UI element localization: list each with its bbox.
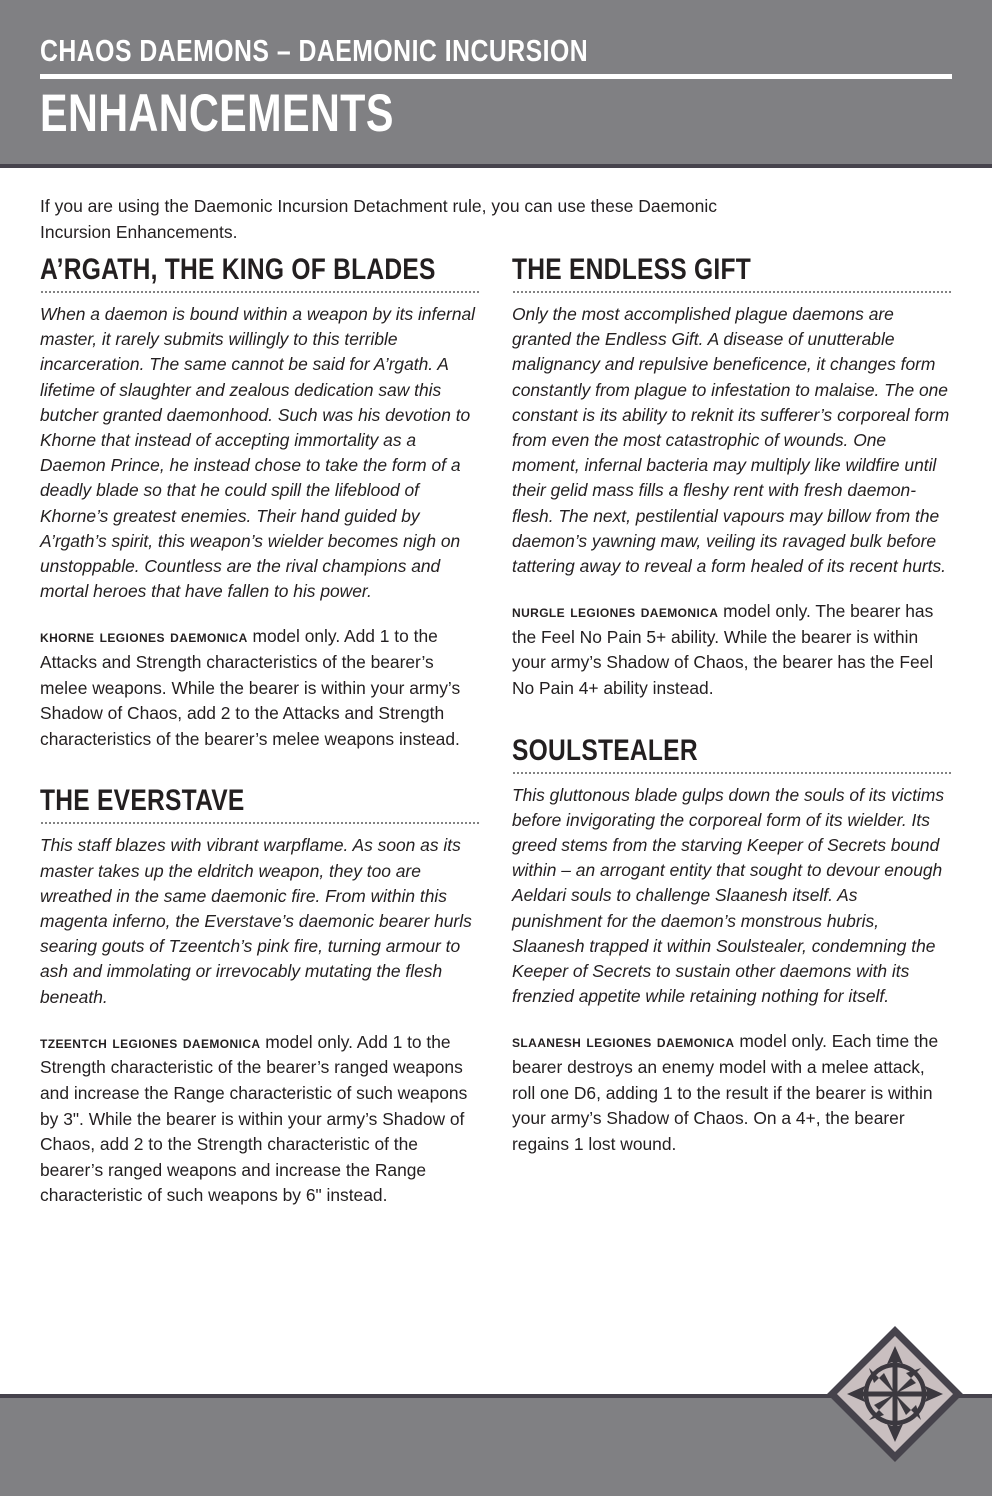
section-gap — [40, 774, 480, 784]
heading-dotted-rule — [512, 772, 952, 774]
page-title: ENHANCEMENTS — [40, 84, 394, 143]
rules-text: model only. Each time the bearer destroys an enemy model with a melee attack, roll one D6, adding 1 to the result if the bearer is within your army’s Shadow of Chaos. On a 4+, the bearer regains 1 lost wound. — [512, 1031, 939, 1154]
intro-paragraph: If you are using the Daemonic Incursion Detachment rule, you can use these Daemonic Incursion Enhancements. — [40, 196, 718, 242]
keyword-label: slaanesh legiones daemonica — [512, 1031, 735, 1052]
header-divider — [40, 74, 952, 79]
enhancement-name: SOULSTEALER — [512, 733, 698, 767]
keyword-label: khorne legiones daemonica — [40, 626, 248, 647]
content-columns — [40, 253, 953, 1231]
column-left — [40, 253, 480, 1231]
enhancement-rules — [40, 624, 480, 752]
header-inner — [40, 34, 952, 142]
enhancement-rules — [512, 1029, 952, 1157]
rules-text: model only. The bearer has the Feel No Pain 5+ ability. While the bearer is within your army’s Shadow of Chaos, the bearer has the Feel No Pain 4+ ability instead. — [512, 601, 934, 699]
page-header — [0, 0, 992, 168]
enhancement-lore: This staff blazes with vibrant warpflame. As soon as its master takes up the eldritch weapon, they too are wreathed in the same daemonic fire. From within this magenta inferno, the Everstave’s daemonic bearer hurls searing gouts of Tzeentch’s pink fire, turning armour to ash and immolating or irrevocably mutating the flesh beneath. — [40, 835, 472, 1007]
enhancement-endless-gift — [512, 253, 952, 702]
heading-dotted-rule — [40, 822, 480, 824]
heading-dotted-rule — [40, 291, 480, 293]
enhancement-rules — [512, 599, 952, 701]
enhancement-lore: Only the most accomplished plague daemons are granted the Endless Gift. A disease of unutterable malignancy and repulsive beneficence, it changes form constantly from plague to infestation to malaise. The one constant is its ability to reknit its sufferer’s corporeal form from even the most catastrophic of wounds. One moment, infernal bacteria may multiply like wildfire until their gelid mass fills a fleshy rent with fresh daemon-flesh. The next, pestilential vapours may billow from the daemon’s yawning maw, veiling its ravaged bulk before tattering away to reveal a form healed of its recent hurts. — [512, 304, 950, 577]
enhancement-lore: This gluttonous blade gulps down the souls of its victims before invigorating the corporeal form of its wielder. Its greed stems from the starving Keeper of Secrets bound within – an arrogant entity that sought to devour enough Aeldari souls to challenge Slaanesh itself. As punishment for the daemon’s monstrous hubris, Slaanesh trapped it within Soulstealer, condemning the Keeper of Secrets to sustain other daemons with its frenzied appetite while retaining nothing for itself. — [512, 784, 945, 1007]
enhancement-name: THE ENDLESS GIFT — [512, 253, 752, 286]
enhancement-argath — [40, 253, 480, 752]
chaos-star-emblem-icon — [827, 1326, 963, 1462]
enhancement-everstave — [40, 784, 480, 1209]
column-right — [512, 253, 952, 1179]
heading-dotted-rule — [512, 291, 952, 293]
enhancement-lore: When a daemon is bound within a weapon by its infernal master, it rarely submits willingly to this terrible incarceration. The same cannot be said for A’rgath. A lifetime of slaughter and zealous dedication saw this butcher granted daemonhood. Such was his devotion to Khorne that instead of accepting immortality as a Daemon Prince, he instead chose to take the form of a deadly blade so that he could spill the lifeblood of Khorne’s greatest enemies. Their hand guided by A’rgath’s spirit, this weapon’s wielder becomes nigh on unstoppable. Countless are the rival champions and mortal heroes that have fallen to his power. — [40, 304, 476, 602]
rules-text: model only. Add 1 to the Attacks and Strength characteristics of the bearer’s melee weapons. While the bearer is within your army’s Shadow of Chaos, add 2 to the Attacks and Strength characteristics of the bearer’s melee weapons instead. — [40, 626, 461, 749]
keyword-label: tzeentch legiones daemonica — [40, 1031, 261, 1052]
enhancement-soulstealer — [512, 734, 952, 1158]
rules-text: model only. Add 1 to the Strength characteristic of the bearer’s ranged weapons and increase the Range characteristic of such weapons by 3". While the bearer is within your army’s Shadow of Chaos, add 2 to the Strength characteristic of the bearer’s ranged weapons and increase the Range characteristic of such weapons by 6" instead. — [40, 1031, 468, 1206]
header-kicker: CHAOS DAEMONS – DAEMONIC INCURSION — [40, 33, 589, 68]
enhancement-name: THE EVERSTAVE — [40, 784, 245, 818]
enhancement-rules — [40, 1030, 480, 1209]
section-gap — [512, 724, 952, 734]
enhancement-name: A’RGATH, THE KING OF BLADES — [40, 253, 436, 286]
keyword-label: nurgle legiones daemonica — [512, 601, 719, 622]
